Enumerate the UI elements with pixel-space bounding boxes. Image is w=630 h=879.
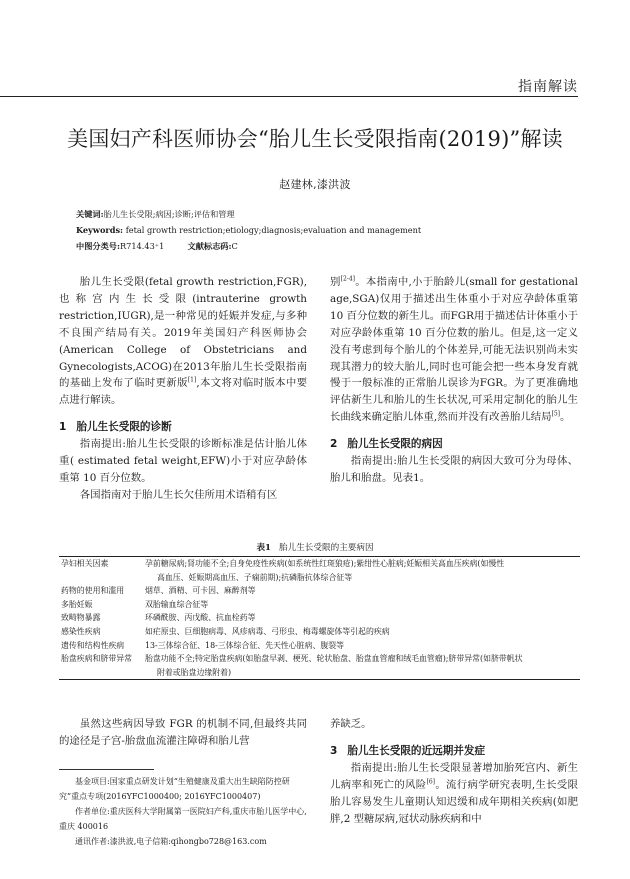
heading-diagnosis: 1 胎儿生长受限的诊断	[59, 421, 172, 434]
doc-code-value: C	[231, 241, 238, 251]
table-cell-factor: 致畸物暴露	[61, 613, 101, 623]
mechanism-paragraph: 虽然这些病因导致 FGR 的机制不同,但最终共同的途径是子宫-胎盘血流灌注障碍和胎儿营	[59, 718, 307, 747]
table-cell-detail: 如疟原虫、巨细胞病毒、风疹病毒、弓形虫、梅毒螺旋体等引起的疾病	[145, 626, 390, 636]
table-row	[59, 652, 580, 666]
heading-etiology: 2 胎儿生长受限的病因	[330, 438, 443, 451]
intro-paragraph: 胎儿生长受限(fetal growth restriction,FGR),也称宫内生长受限(intrauterine growth restriction,IUGR),是一种常见的妊娠并发症,与多种不良围产结局有关。2019年美国妇产科医师协会(American College of Obstetricians and Gynecologists,ACOG)在2013年胎儿生长受限指南的基础上发布了临时更新版[1],本文将对临时版本中要点进行解读。	[59, 276, 308, 407]
table-cell-factor: 多胎妊娠	[61, 599, 93, 609]
complications-paragraph: 指南提出:胎儿生长受限显著增加胎死宫内、新生儿病率和死亡的风险[6]。流行病学研究表明,生长受限胎儿容易发生儿童期认知迟缓和成年期相关疾病(如肥胖,2 型糖尿病,冠状动脉疾病和中	[330, 761, 579, 825]
sga-paragraph: 别[2-4]。本指南中,小于胎龄儿(small for gestational age,SGA)仅用于描述出生体重小于对应孕龄体重第 10 百分位数的新生儿。而FGR用于描述估计体重小于对应孕龄体重第 10 百分位数的胎儿。但是,这一定义没有考虑到每个胎儿的个体差异,可能无法识别尚未实现其潜力的较大胎儿,同时也可能会把一些本身发育就慢于一般标准的正常胎儿误诊为FGR。为了更准确地评估新生儿和胎儿的生长状况,可采用定制化的胎儿生长曲线来确定胎儿体重,然而并没有改善胎儿结局[5]。	[330, 275, 579, 424]
table-row	[59, 639, 580, 653]
authors: 赵建林,漆洪波	[279, 178, 351, 191]
keywords-en	[76, 225, 576, 235]
header-rule	[0, 96, 578, 97]
table-cell-detail: 13-三体综合征、18-三体综合征、先天性心脏病、腹裂等	[145, 640, 345, 650]
terminology-paragraph: 各国指南对于胎儿生长欠佳所用术语稍有区	[79, 488, 278, 501]
table-cell-factor: 胎盘疾病和脐带异常	[61, 654, 133, 664]
keywords-cn	[76, 209, 576, 220]
heading-complications: 3 胎儿生长受限的近远期并发症	[330, 744, 486, 757]
bottom-left-column	[59, 716, 307, 750]
footnote-contact: 通讯作者:漆洪波,电子信箱:qihongbo728@163.com	[75, 837, 267, 846]
table-cell-factor: 孕妇相关因素	[61, 559, 109, 568]
footnote	[59, 774, 307, 849]
keywords-cn-value: 胎儿生长受限;病因;诊断;评估和管理	[103, 209, 235, 219]
table-row	[59, 598, 580, 612]
table-row	[59, 557, 580, 571]
classification	[76, 241, 576, 252]
table-row	[59, 625, 580, 639]
table-cell-detail: 胎盘功能不全;特定胎盘疾病(如胎盘早剥、梗死、轮状胎盘、胎盘血管瘤和绒毛血管瘤);脐带异常(如脐带帆状	[145, 654, 523, 664]
table-row	[59, 666, 580, 680]
ref-6: [6]	[426, 778, 435, 786]
table-cell-detail: 高血压、妊娠期高血压、子痫前期);抗磷脂抗体综合征等	[157, 572, 353, 582]
diagnosis-paragraph: 指南提出:胎儿生长受限的诊断标准是估计胎儿体重( estimated fetal weight,EFW)小于对应孕龄体重第 10 百分位数。	[59, 438, 307, 484]
mechanism-continuation: 养缺乏。	[330, 718, 372, 730]
left-column	[59, 274, 307, 504]
table-caption: 表1 胎儿生长受限的主要病因	[256, 543, 374, 553]
table-cell-detail: 烟草、酒精、可卡因、麻醉剂等	[145, 586, 256, 596]
table-cell-factor: 药物的使用和滥用	[61, 586, 125, 596]
footnote-unit: 作者单位:重庆医科大学附属第一医院妇产科,重庆市胎儿医学中心,重庆 400016	[59, 807, 307, 831]
table-cell-factor: 遗传和结构性疾病	[61, 640, 125, 650]
table-row	[59, 611, 580, 625]
keywords-en-label: Keywords:	[76, 225, 124, 235]
ref-2-4: [2-4]	[340, 275, 355, 283]
etiology-paragraph: 指南提出:胎儿生长受限的病因大致可分为母体、胎儿和胎盘。见表1。	[330, 455, 578, 484]
clc-label: 中图分类号:	[76, 241, 120, 251]
etiology-table	[59, 556, 580, 680]
table-cell-detail: 附着或胎盘边缘附着)	[157, 667, 232, 677]
keywords-cn-label: 关键词:	[76, 209, 104, 219]
ref-1: [1]	[187, 376, 197, 384]
table-cell-factor: 感染性疾病	[61, 626, 101, 636]
clc-value: R714.43⁺1	[119, 241, 165, 251]
ref-5: [5]	[551, 410, 561, 418]
footnote-fund: 基金项目:国家重点研发计划“生殖健康及重大出生缺陷防控研究”重点专项(2016YFC1000400; 2016YFC1000407)	[59, 777, 290, 801]
bottom-right-column	[330, 716, 578, 827]
table-row	[59, 584, 580, 598]
keywords-en-value: fetal growth restriction;etiology;diagnosis;evaluation and management	[125, 225, 422, 235]
footnote-rule	[59, 769, 154, 770]
table-cell-detail: 双胎输血综合征等	[145, 599, 209, 609]
table-cell-factor	[59, 571, 145, 585]
section-tag: 指南解读	[518, 79, 578, 95]
article-title: 美国妇产科医师协会“胎儿生长受限指南(2019)”解读	[67, 127, 563, 151]
table-cell-detail: 环磷酰胺、丙戊酸、抗血栓药等	[145, 613, 256, 623]
doc-code-label: 文献标志码:	[187, 241, 232, 251]
table-row	[59, 571, 580, 585]
right-column	[330, 274, 578, 487]
table-cell-detail: 孕前糖尿病;肾功能不全;自身免疫性疾病(如系统性红斑狼疮);紫绀性心脏病;妊娠相关高血压疾病(如慢性	[145, 559, 505, 568]
table-cell-factor	[59, 666, 145, 680]
